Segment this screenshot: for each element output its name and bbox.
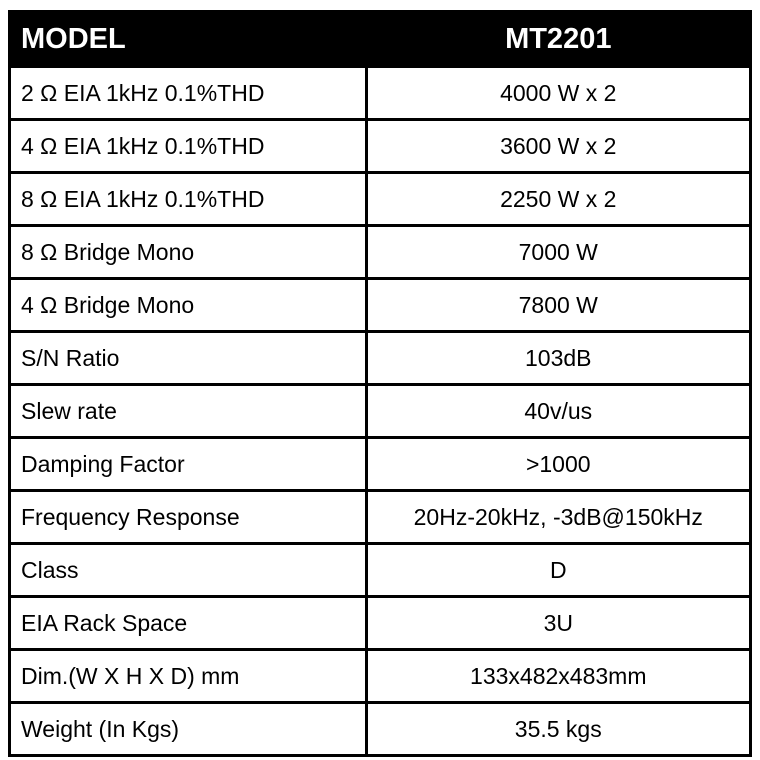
table-row [10,120,751,173]
table-row [10,650,751,703]
spec-value-8ohm-eia: 2250 W x 2 [366,173,750,226]
table-row [10,385,751,438]
spec-value-dimensions: 133x482x483mm [366,650,750,703]
spec-label-damping-factor: Damping Factor [10,438,367,491]
spec-value-4ohm-bridge-mono: 7800 W [366,279,750,332]
spec-value-frequency-response: 20Hz-20kHz, -3dB@150kHz [366,491,750,544]
table-row [10,544,751,597]
table-row [10,173,751,226]
spec-label-sn-ratio: S/N Ratio [10,332,367,385]
table-row [10,597,751,650]
spec-value-damping-factor: >1000 [366,438,750,491]
spec-label-weight: Weight (In Kgs) [10,703,367,756]
spec-label-dimensions: Dim.(W X H X D) mm [10,650,367,703]
table-row [10,226,751,279]
spec-value-eia-rack-space: 3U [366,597,750,650]
spec-value-2ohm-eia: 4000 W x 2 [366,67,750,120]
spec-label-8ohm-eia: 8 Ω EIA 1kHz 0.1%THD [10,173,367,226]
specification-table [8,10,752,757]
header-model-value: MT2201 [366,12,750,67]
spec-label-4ohm-eia: 4 Ω EIA 1kHz 0.1%THD [10,120,367,173]
table-header-row [10,12,751,67]
table-row [10,703,751,756]
spec-label-4ohm-bridge-mono: 4 Ω Bridge Mono [10,279,367,332]
table-row [10,279,751,332]
table-row [10,438,751,491]
spec-label-eia-rack-space: EIA Rack Space [10,597,367,650]
spec-value-4ohm-eia: 3600 W x 2 [366,120,750,173]
spec-label-class: Class [10,544,367,597]
spec-value-8ohm-bridge-mono: 7000 W [366,226,750,279]
spec-value-sn-ratio: 103dB [366,332,750,385]
spec-label-8ohm-bridge-mono: 8 Ω Bridge Mono [10,226,367,279]
table-row [10,332,751,385]
spec-value-weight: 35.5 kgs [366,703,750,756]
spec-value-slew-rate: 40v/us [366,385,750,438]
spec-label-2ohm-eia: 2 Ω EIA 1kHz 0.1%THD [10,67,367,120]
table-row [10,491,751,544]
spec-label-slew-rate: Slew rate [10,385,367,438]
table-body [10,12,751,756]
table-row [10,67,751,120]
header-model-label: MODEL [10,12,367,67]
spec-label-frequency-response: Frequency Response [10,491,367,544]
spec-value-class: D [366,544,750,597]
